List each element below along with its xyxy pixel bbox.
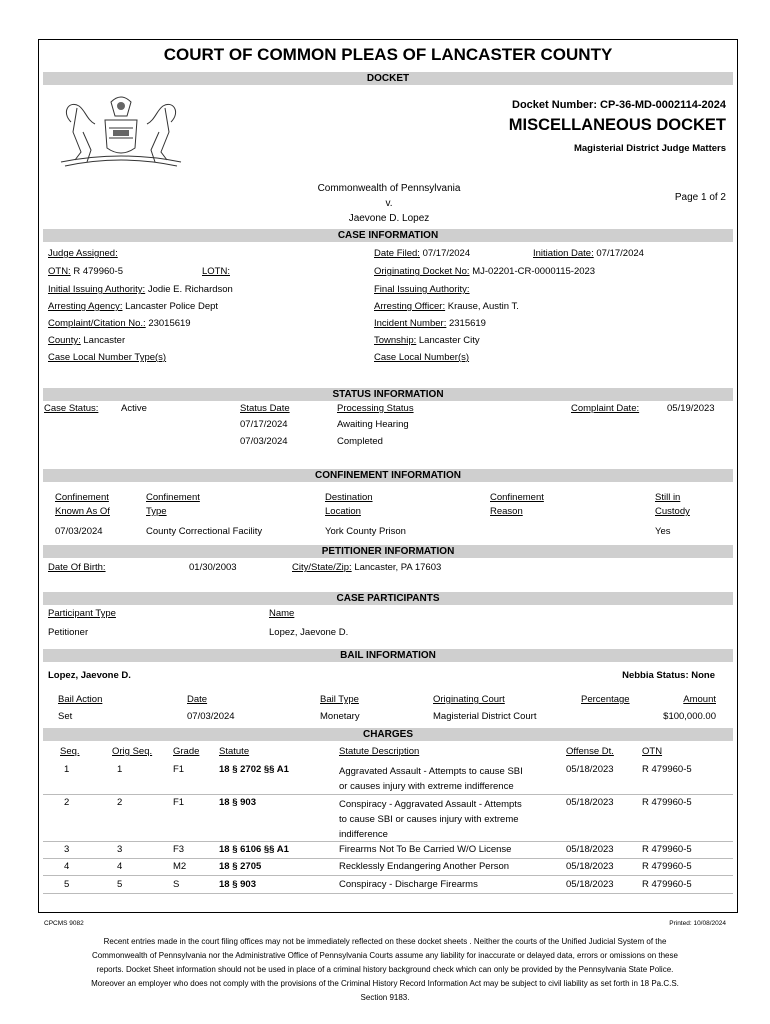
- case-local-number-label: Case Local Number(s): [374, 352, 470, 363]
- charge-seq: 3: [64, 844, 70, 855]
- township: Township: Lancaster City: [374, 335, 480, 346]
- charge-offense-date: 05/18/2023: [566, 844, 614, 855]
- grade-label: Grade: [173, 746, 200, 757]
- final-issuing-authority-label: Final Issuing Authority:: [374, 284, 470, 295]
- charge-otn: R 479960-5: [642, 844, 692, 855]
- charge-description: Recklessly Endangering Another Person: [339, 861, 510, 872]
- nebbia-status: Nebbia Status: None: [622, 670, 715, 681]
- bail-amount: $100,000.00: [663, 711, 716, 722]
- dob-label: Date Of Birth:: [48, 562, 106, 573]
- charge-orig-seq: 3: [117, 844, 123, 855]
- charge-otn: R 479960-5: [642, 797, 692, 808]
- charge-orig-seq: 1: [117, 764, 123, 775]
- participant-name-label: Name: [269, 608, 295, 619]
- confinement-heading: CONFINEMENT INFORMATION: [43, 469, 733, 482]
- dob: 01/30/2003: [189, 562, 237, 573]
- case-local-number-type-label: Case Local Number Type(s): [48, 352, 167, 363]
- status-info-heading: STATUS INFORMATION: [43, 388, 733, 401]
- charge-otn: R 479960-5: [642, 879, 692, 890]
- otn: OTN: R 479960-5: [48, 266, 123, 277]
- docket-heading: DOCKET: [43, 72, 733, 85]
- charge-grade: S: [173, 879, 180, 890]
- bail-type-label: Bail Type: [320, 694, 359, 705]
- arresting-agency: Arresting Agency: Lancaster Police Dept: [48, 301, 219, 312]
- participant-type: Petitioner: [48, 627, 89, 638]
- originating-court-label: Originating Court: [433, 694, 505, 705]
- docket-type: MISCELLANEOUS DOCKET: [508, 116, 726, 134]
- court-title: COURT OF COMMON PLEAS OF LANCASTER COUNTY: [163, 45, 613, 64]
- charge-statute: 18 § 6106 §§ A1: [219, 844, 289, 855]
- status-row-date: 07/03/2024: [240, 436, 288, 447]
- complaint-number: Complaint/Citation No.: 23015619: [48, 318, 191, 329]
- case-info-heading: CASE INFORMATION: [43, 229, 733, 242]
- confinement-type-header: Confinement Type: [146, 492, 200, 517]
- charge-grade: M2: [173, 861, 187, 872]
- printed-date: Printed: 10/08/2024: [669, 920, 726, 927]
- charge-description: Aggravated Assault - Attempts to cause SBI or causes injury with extreme indifference: [339, 766, 523, 792]
- still-in-custody: Yes: [655, 526, 671, 537]
- participants-heading: CASE PARTICIPANTS: [43, 592, 733, 605]
- caption-defendant: Jaevone D. Lopez: [348, 213, 430, 224]
- date-filed: Date Filed: 07/17/2024: [374, 248, 471, 259]
- city-state-zip: City/State/Zip: Lancaster, PA 17603: [292, 562, 442, 573]
- percentage-label: Percentage: [581, 694, 630, 705]
- orig-seq-label: Orig Seq.: [112, 746, 153, 757]
- processing-status-label: Processing Status: [337, 403, 414, 414]
- confinement-type: County Correctional Facility: [146, 526, 263, 537]
- charge-offense-date: 05/18/2023: [566, 861, 614, 872]
- charge-seq: 5: [64, 879, 70, 890]
- row-divider: [43, 794, 733, 795]
- incident-number: Incident Number: 2315619: [374, 318, 486, 329]
- page-indicator: Page 1 of 2: [674, 192, 726, 203]
- case-status: Active: [121, 403, 147, 414]
- charge-otn: R 479960-5: [642, 764, 692, 775]
- charge-orig-seq: 2: [117, 797, 123, 808]
- participant-name: Lopez, Jaevone D.: [269, 627, 349, 638]
- initiation-date: Initiation Date: 07/17/2024: [533, 248, 644, 259]
- statute-label: Statute: [219, 746, 250, 757]
- status-row-status: Completed: [337, 436, 383, 447]
- charge-offense-date: 05/18/2023: [566, 797, 614, 808]
- charge-orig-seq: 4: [117, 861, 123, 872]
- charge-description: Conspiracy - Aggravated Assault - Attempts to cause SBI or causes injury with extreme indifference: [339, 799, 522, 840]
- complaint-date-label: Complaint Date:: [571, 403, 640, 414]
- row-divider: [43, 858, 733, 859]
- bail-action: Set: [58, 711, 73, 722]
- pennsylvania-seal-icon: [51, 92, 191, 168]
- charge-seq: 1: [64, 764, 70, 775]
- charge-grade: F1: [173, 764, 185, 775]
- charge-otn: R 479960-5: [642, 861, 692, 872]
- case-status-label: Case Status:: [44, 403, 99, 414]
- charge-statute: 18 § 903: [219, 797, 256, 808]
- confinement-date: 07/03/2024: [55, 526, 103, 537]
- petitioner-heading: PETITIONER INFORMATION: [43, 545, 733, 558]
- originating-court: Magisterial District Court: [433, 711, 537, 722]
- status-date-label: Status Date: [240, 403, 290, 414]
- caption-plaintiff: Commonwealth of Pennsylvania: [317, 183, 461, 194]
- county: County: Lancaster: [48, 335, 126, 346]
- lotn-label: LOTN:: [202, 266, 230, 277]
- judge-label: Judge Assigned:: [48, 248, 118, 259]
- row-divider: [43, 875, 733, 876]
- charge-description: Conspiracy - Discharge Firearms: [339, 879, 478, 890]
- confinement-known-as-of-header: Confinement Known As Of: [55, 492, 110, 517]
- complaint-date: 05/19/2023: [667, 403, 715, 414]
- row-divider: [43, 841, 733, 842]
- statute-description-label: Statute Description: [339, 746, 420, 757]
- confinement-reason-header: Confinement Reason: [490, 492, 544, 517]
- charge-grade: F3: [173, 844, 185, 855]
- amount-label: Amount: [683, 694, 716, 705]
- disclaimer: Recent entries made in the court filing offices may not be immediately reflected on these docket sheets . Neither the courts of the Unified Judicial System of the Commonwealth of Pennsylvania nor the Administrative Office of Pennsylvania Courts assume any liability for inaccurate or delayed data, errors or omissions on these reports. Docket Sheet information should not be used in place of a criminal history background check which can only be provided by the Pennsylvania State Police. Moreover an employer who does not comply with the provisions of the Criminal History Record Information Act may be subject to civil liability as set forth in 18 Pa.C.S. Section 9183.: [91, 937, 679, 1002]
- charge-seq: 4: [64, 861, 70, 872]
- charge-statute: 18 § 2705: [219, 861, 262, 872]
- charge-description: Firearms Not To Be Carried W/O License: [339, 844, 512, 855]
- destination-location-header: Destination Location: [325, 492, 373, 517]
- participant-type-label: Participant Type: [48, 608, 116, 619]
- charge-statute: 18 § 2702 §§ A1: [219, 764, 289, 775]
- charge-offense-date: 05/18/2023: [566, 764, 614, 775]
- bail-date: 07/03/2024: [187, 711, 235, 722]
- row-divider: [43, 893, 733, 894]
- charge-statute: 18 § 903: [219, 879, 256, 890]
- charge-seq: 2: [64, 797, 70, 808]
- bail-person: Lopez, Jaevone D.: [48, 670, 131, 681]
- docket-number: Docket Number: CP-36-MD-0002114-2024: [512, 99, 726, 111]
- charge-orig-seq: 5: [117, 879, 123, 890]
- charge-otn-label: OTN: [642, 746, 663, 757]
- bail-action-label: Bail Action: [58, 694, 103, 705]
- bail-type: Monetary: [320, 711, 360, 722]
- still-in-custody-header: Still in Custody: [655, 492, 690, 517]
- docket-subtitle: Magisterial District Judge Matters: [573, 143, 726, 154]
- originating-docket: Originating Docket No: MJ-02201-CR-0000115-2023: [374, 266, 596, 277]
- bail-date-label: Date: [187, 694, 208, 705]
- docket-frame: [38, 39, 738, 913]
- caption-versus: v.: [385, 198, 393, 209]
- charge-offense-date: 05/18/2023: [566, 879, 614, 890]
- arresting-officer: Arresting Officer: Krause, Austin T.: [374, 301, 519, 312]
- form-id: CPCMS 9082: [44, 920, 84, 927]
- initial-issuing-authority: Initial Issuing Authority: Jodie E. Richardson: [48, 284, 233, 295]
- charge-grade: F1: [173, 797, 185, 808]
- seq-label: Seq.: [60, 746, 80, 757]
- bail-heading: BAIL INFORMATION: [43, 649, 733, 662]
- offense-date-label: Offense Dt.: [566, 746, 614, 757]
- destination-location: York County Prison: [325, 526, 406, 537]
- charges-heading: CHARGES: [43, 728, 733, 741]
- status-row-date: 07/17/2024: [240, 419, 288, 430]
- status-row-status: Awaiting Hearing: [337, 419, 409, 430]
